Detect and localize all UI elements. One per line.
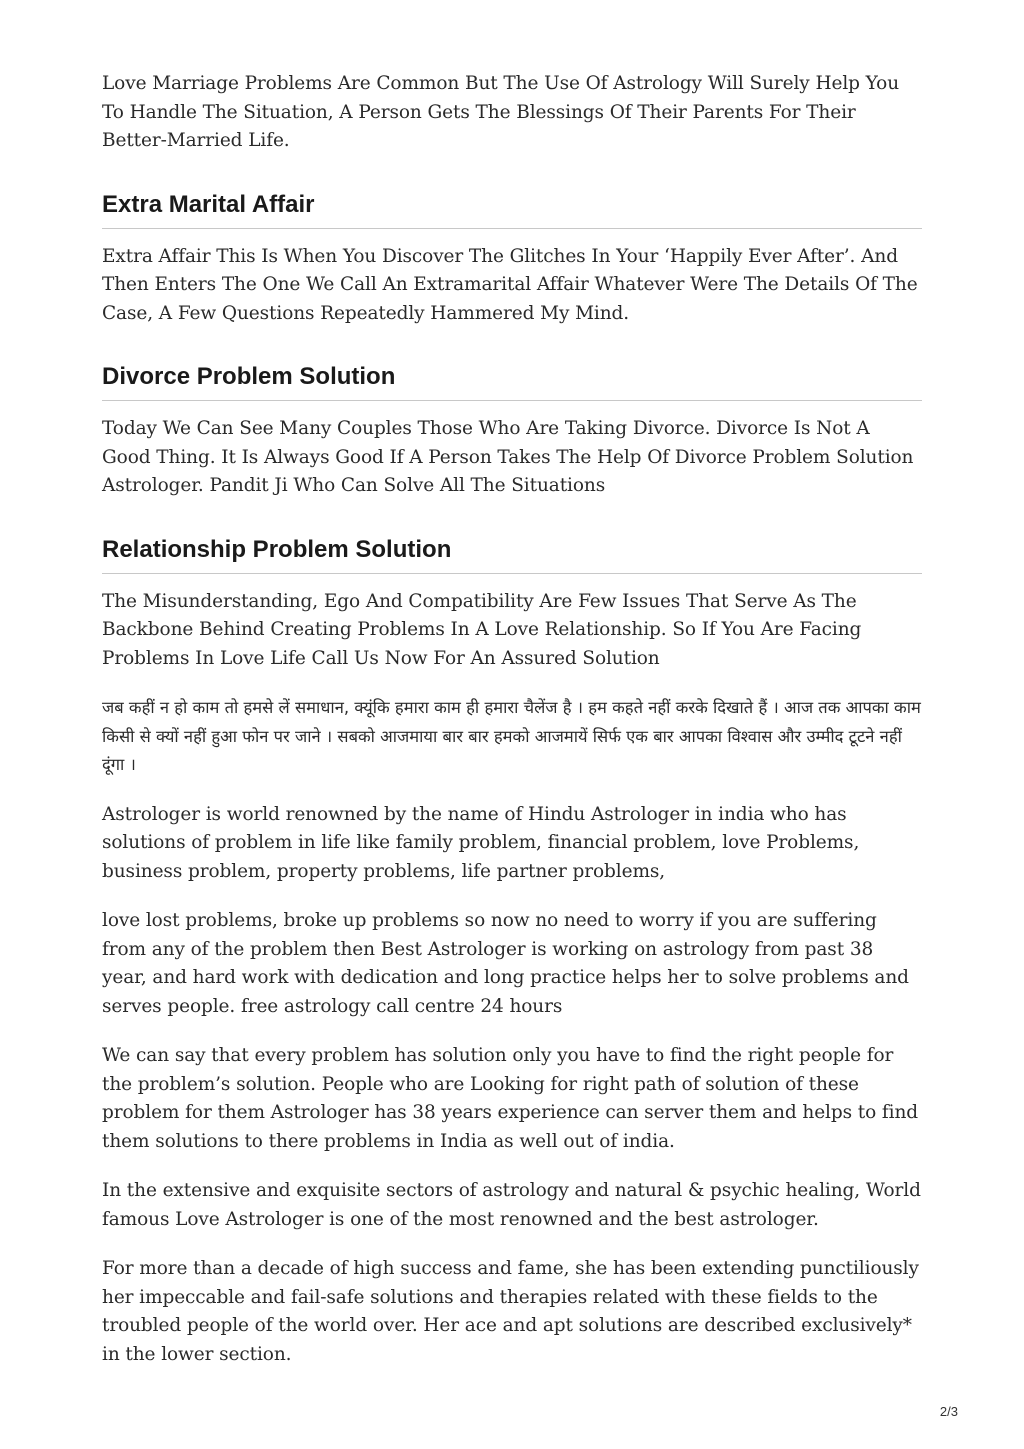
- hindi-paragraph: जब कहीं न हो काम तो हमसे लें समाधान, क्यूंकि हमारा काम ही हमारा चैलेंज है । हम कहते नहीं करके दिखाते हैं । आज तक आपका काम किसी से क्यों नहीं हुआ फोन पर जाने । सबको आजमाया बार बार हमको आजमायें सिर्फ एक बार आपका विश्वास और उम्मीद टूटने नहीं दूंगा ।: [102, 698, 921, 774]
- heading-extra-marital-affair: Extra Marital Affair: [102, 190, 922, 229]
- paragraph-divorce-problem-solution: Today We Can See Many Couples Those Who Are Taking Divorce. Divorce Is Not A Good Thing. It Is Always Good If A Person Takes The Help Of Divorce Problem Solution Astrologer. Pandit Ji Who Can Solve All The Situations: [102, 418, 914, 496]
- page-number: 2/3: [939, 1404, 958, 1419]
- intro-paragraph: Love Marriage Problems Are Common But The Use Of Astrology Will Surely Help You To Handle The Situation, A Person Gets The Blessings Of Their Parents For Their Better-Married Life.: [102, 73, 900, 151]
- paragraph-extensive-sectors: In the extensive and exquisite sectors of astrology and natural & psychic healing, World famous Love Astrologer is one of the most renowned and the best astrologer.: [102, 1180, 921, 1230]
- paragraph-decade-of-success: For more than a decade of high success and fame, she has been extending punctiliously her impeccable and fail-safe solutions and therapies related with these fields to the troubled people of the world over. Her ace and apt solutions are described exclusively* in the lower section.: [102, 1258, 919, 1365]
- paragraph-relationship-problem-solution: The Misunderstanding, Ego And Compatibility Are Few Issues That Serve As The Backbone Behind Creating Problems In A Love Relationship. So If You Are Facing Problems In Love Life Call Us Now For An Assured Solution: [102, 590, 862, 669]
- document-page: [102, 70, 922, 1369]
- heading-relationship-problem-solution: Relationship Problem Solution: [102, 535, 922, 574]
- paragraph-astrologer-renowned: Astrologer is world renowned by the name of Hindu Astrologer in india who has solutions of problem in life like family problem, financial problem, love Problems, business problem, property problems, life partner problems,: [102, 803, 860, 882]
- paragraph-love-lost-problems: love lost problems, broke up problems so now no need to worry if you are suffering from any of the problem then Best Astrologer is working on astrology from past 38 year, and hard work with dedication and long practice helps her to solve problems and serves people. free astrology call centre 24 hours: [102, 910, 909, 1017]
- paragraph-extra-marital-affair: Extra Affair This Is When You Discover The Glitches In Your ‘Happily Ever After’. And Then Enters The One We Call An Extramarital Affair Whatever Were The Details Of The Case, A Few Questions Repeatedly Hammered My Mind.: [102, 245, 918, 324]
- heading-divorce-problem-solution: Divorce Problem Solution: [102, 362, 922, 401]
- paragraph-every-problem-solution: We can say that every problem has solution only you have to find the right people for the problem’s solution. People who are Looking for right path of solution of these problem for them Astrologer has 38 years experience can server them and helps to find them solutions to there problems in India as well out of india.: [102, 1045, 919, 1152]
